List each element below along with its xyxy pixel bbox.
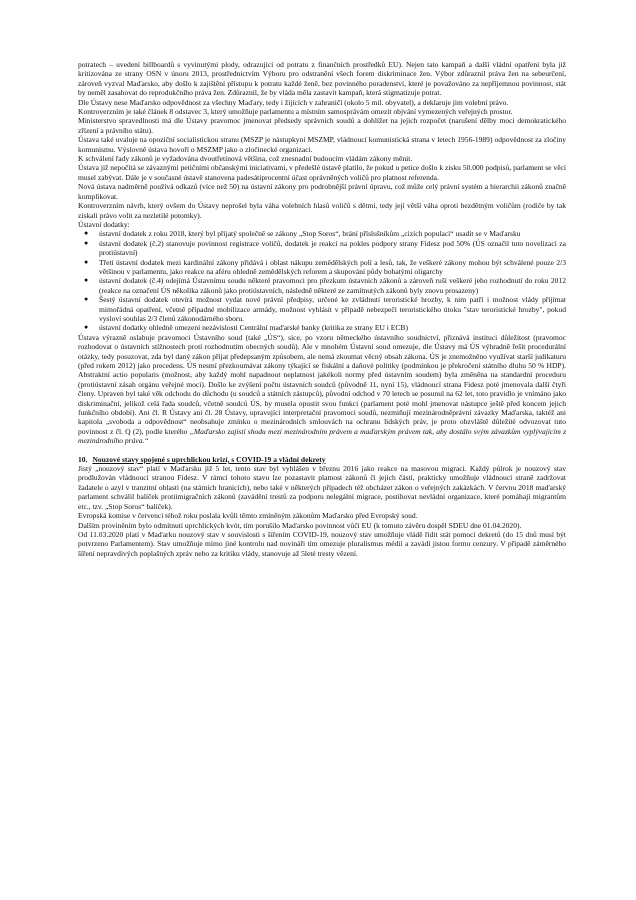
section-heading	[78, 455, 566, 464]
paragraph: Kontroverzním je také článek 8 odstavec 3, který umožňuje parlamentu a místním samosprávám omezit objvání vymezených veřejných prostor.	[78, 107, 513, 117]
constitutional-court-paragraph: Ústava výrazně oslabuje pravomoci Ústavního soud (také „ÚS“), sice, po vzoru německého ústavního soudnictví, přiznává instituci důležitost (pravomoc rozhodovat o ústavních stížnostech proti rozhodnutím obecných soudů). Ale v mnohém Ústavní soud omezuje, dle Ústavy má ÚS výhradně řešit procedurální otázky, tedy posuzovat, zda byl daný zákon přijat předepsaným způsobem, ale nemá zkoumat věcný obsah zákona. ÚS je znemožněno využívat starší judikaturu (před rokem 2012) jako precedens. ÚS nesmí přezkoumávat zákony týkající se fiskální a daňové politiky (podmínkou je překročení státního dluhu 50 % HDP). Abstraktní actio popularis (možnost, aby každý mohl napadnout neplatnost jakékoli normy před ústavním soudem) byla změněna na standardní proceduru (protiústavní zásah orgánu veřejné moci). Došlo ke zvýšení počtu ústavních soudců (původně 11, nyní 15), vládnoucí strana Fidesz poté jmenovala další čtyři členy. Upraven byl také věk odchodu do důchodu (u soudců a státních zástupců), původní odchod v 70 letech se posunul na 62 let, toto pravidlo je vnímáno jako diskriminační, jelikož celá řada soudců, včetně soudců ÚS, by musela opustit svou funkci (parlament poté mohl jmenovat nástupce ještě před koncem jejich funkčního období). Ani čl. R Ústavy ani čl. 28 Ústavy, upravující interpretační pravomoci soudů, nezmiňují mezinárodněprávní závazky Maďarska, taktéž ani kapitola „svoboda a odpovědnost“ neobsahuje zmínku o mezinárodních smlouvách na ochranu lidských práv, je proto obzvláště důležité odvozovat tuto povinnost z čl. Q (2), podle kterého „Maďarsko zajistí shodu mezi mezinárodním právem a maďarským právem tak, aby dostálo svým závazkům vyplývajícím z mezinárodního práva.“	[78, 332, 566, 446]
document-page	[78, 60, 566, 558]
list-bullet-icon: ●	[84, 238, 89, 247]
section-number: 10.	[78, 454, 88, 464]
paragraph: Kontroverzním návrh, který ovšem do Ústavy neprošel byla váha volebních hlasů voličů s dětmi, tedy její větší váha oproti bezdětným voličům (rodiče by tak získali právo volit za nezletilé potomky).	[78, 201, 566, 220]
list-item: ● ústavní dodatek (č.4) odejímá Ústavnímu soudu některé pravomoci pro přezkum ústavních zákonů a zároveň ruší veškeré jeho rozhodnutí do roku 2012 (reakce na označení ÚS několika zákonů jako protiústavních, následně některé ze zamítnutých zákonů byly znovu prosazeny)	[84, 276, 566, 295]
list-bullet-icon: ●	[84, 295, 89, 304]
quote-italic: „Maďarsko zajistí shodu mezi mezinárodním právem a maďarským právem tak, aby dostálo svým závazkům vyplývajícím z mezinárodního práva.“	[78, 426, 566, 446]
list-bullet-icon: ●	[84, 276, 89, 285]
paragraph: Ústava již nepočítá se závaznými petičními občanskými iniciativami, v předešlé ústavě platilo, že pokud u petice došlo k zisku 50.000 podpisů, parlament se věcí musel zabývat. Dále je v současné ústavě stanovena padesátiprocentní účast oprávněných voličů pro platnost referenda.	[78, 163, 566, 182]
list-bullet-icon: ●	[84, 323, 89, 332]
paragraph: K schválení řady zákonů je vyžadována dvoutřetinová většina, což znesnadní budoucím vládám zákony měnit.	[78, 154, 413, 164]
list-item: ● Třetí ústavní dodatek mezi kardinální zákony přidává i oblast nákupu zemědělských polí a lesů, tak, že veškeré zákony mohou být schválené pouze 2/3 většinou v parlamentu, jako reakce na aféru ohledně zemědělských reforem a skupování půdy bohatými oligarchy	[84, 257, 566, 276]
paragraph: Ministerstvo spravedlnosti má dle Ústavy pravomoc jmenovat předsedy správních soudů a dohlížet na jejich rozpočet (narušení dělby moci demokratického zřízení a právního státu).	[78, 116, 566, 135]
list-item: ● ústavní dodatek z roku 2018, který byl přijatý společně se zákony „Stop Soros“, brání příslušníkům „cizích populací“ usadit se v Maďarsku	[84, 229, 521, 239]
paragraph: Jistý „nouzový stav“ platí v Maďarsku již 5 let, tento stav byl vyhlášen v březnu 2016 jako reakce na masovou migraci. Každý půlrok je nouzový stav prodlužován vládnoucí stranou Fidesz. V rámci tohoto stavu lze pozastavit platnost zákonů či jejich částí, prakticky umožňuje vládnoucí straně zadržovat žadatele o azyl v tranzitní oblasti (na státních hranicích), nebo také v některých případech též obcházet zákon o veřejných zakázkách. V červnu 2018 maďarský parlament schválil balíček protiimigračních zákonů (zavádění trestů za podporu nelegální migrace, postihovat nevládní organizace, které pomáhají migrantům etc., tzv. „Stop Soros“ balíček).	[78, 464, 566, 511]
paragraph: Nová ústava nadměrně používá odkazů (více než 50) na ústavní zákony pro podrobnější právní úpravu, což může celý právní systém a hierarchii zákonů značně komplikovat.	[78, 182, 566, 201]
paragraph: Evropská komise v červenci téhož roku poslala kvůli těmto zmíněným zákonům Maďarsko před Evropský soud.	[78, 511, 418, 521]
list-item: ● ústavní dodatek (č.2) stanovuje povinnost registrace voličů, dodatek je reakcí na pokles podpory strany Fidesz pod 50% (ÚS označil tuto novelizaci za protiústavní)	[84, 238, 566, 258]
list-item: ● Šestý ústavní dodatek otevírá možnost vydat nové právní předpisy, určené ke zvládnutí teroristické hrozby, k nim patří i možnost vlády přijímat mimořádná opatření, včetně případné mobilizace armády, možnost vyhlásit v případě nebezpečí teroristického útoku "stav teroristické hrozby", pokud vysloví souhlas 2/3 členů zákonodárného sboru.	[84, 295, 566, 323]
list-bullet-icon: ●	[84, 257, 89, 266]
paragraph: Dalším proviněním bylo odmítnutí uprchlických kvót, tím porušilo Maďarsko povinnost vůči EU (k tomuto závěru dospěl SDEU dne 01.04.2020).	[78, 520, 522, 530]
list-bullet-icon: ●	[84, 229, 89, 238]
paragraph: Od 11.03.2020 platí v Maďarku nouzový stav v souvislosti s šířením COVID-19, nouzový stav umožňuje vládě řídit stát pomocí dekretů (do 15 dnů musí být potvrzeno Parlamentem). Stav umožňuje mimo jiné kontrolu nad novináři tím omezuje pluralismus médií a zavádí jistou formu cenzury. V případě záměrného šíření nepravdivých poplašných zpráv nebo za kritiku vlády, stanovuje až 5leté tresty vězení.	[78, 529, 566, 558]
paragraph: Ústava také uvaluje na opoziční socialistickou stranu (MSZP je nástupkyní MSZMP, vládnoucí komunistická strana v letech 1956-1989) odpovědnost za zločiny komunismu. Výslovně ústava hovoří o MSZMP jako o zločinecké organizaci.	[78, 135, 566, 154]
amendments-heading: Ústavní dodatky:	[78, 219, 130, 229]
paragraph: potratech – uvedení billboardů s vyvinutými plody, odrazující od potratu z finančních prostředků EU). Nejen tato kampaň a další vládní opatření byla již kritizována ze strany OSN v únoru 2013, prostřednictvím Výboru pro odstranění všech forem diskriminace žen. Výbor zdůraznil práva žen na sebeurčení, zároveň vyzval Maďarsko, aby došlo k zajištění přístupu k potratu každé ženě, bez povinného poradenství, které je považováno za nepříjemnou povinnost, stát by neměl zasahovat do reprodukčního práva žen. Zdůraznil, že by vláda měla zastavit kampaň, která stigmatizuje potrat.	[78, 60, 566, 98]
section-title: Nouzové stavy spojené s uprchlickou krizí, s COVID-19 a vládní dekrety	[92, 454, 326, 464]
amendments-list	[78, 229, 566, 332]
list-item: ● ústavní dodatky ohledně omezení nezávislosti Centrální maďarské banky (kritika ze strany EU i ECB)	[84, 323, 408, 333]
paragraph: Dle Ústavy nese Maďarsko odpovědnost za všechny Maďary, tedy i žijících v zahraničí (okolo 5 mil. obyvatel), a deklaruje jim volební právo.	[78, 97, 509, 107]
